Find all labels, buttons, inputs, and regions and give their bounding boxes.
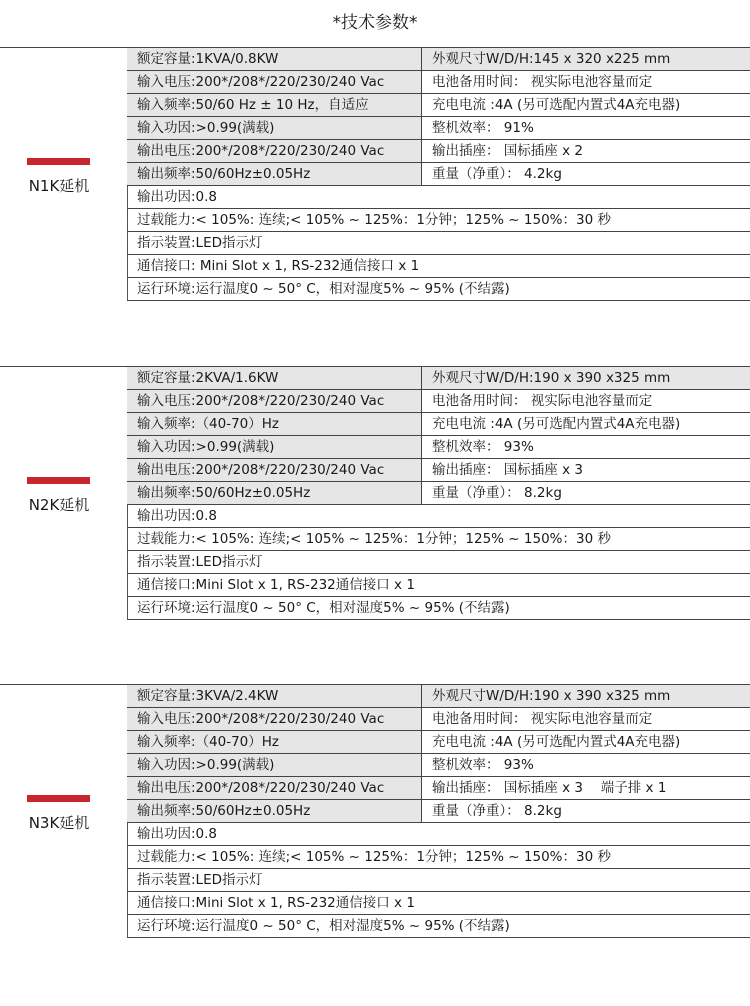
spec-cell-left: 输出电压:200*/208*/220/230/240 Vac xyxy=(127,140,421,162)
spec-row xyxy=(127,459,750,482)
spec-row xyxy=(127,47,750,71)
accent-bar xyxy=(27,158,90,165)
spec-row xyxy=(127,505,750,528)
spec-row xyxy=(127,436,750,459)
spec-cell-right: 输出插座： 国标插座 x 3 xyxy=(421,459,750,481)
model-name: N2K延机 xyxy=(28,496,90,514)
spec-cell-full: 运行环境:运行温度0 ~ 50° C，相对湿度5% ~ 95% (不结露) xyxy=(137,600,510,616)
spec-cell-left: 输出频率:50/60Hz±0.05Hz xyxy=(127,482,421,504)
spec-section xyxy=(0,47,750,301)
spec-row xyxy=(127,209,750,232)
spec-row xyxy=(127,528,750,551)
model-name: N3K延机 xyxy=(28,814,90,832)
spec-cell-left: 输入功因:>0.99(满载) xyxy=(127,754,421,776)
spec-row xyxy=(127,71,750,94)
spec-cell-left: 输入功因:>0.99(满载) xyxy=(127,117,421,139)
spec-cell-full: 指示装置:LED指示灯 xyxy=(137,872,263,888)
spec-cell-right: 整机效率： 93% xyxy=(421,754,750,776)
spec-row xyxy=(127,777,750,800)
model-label-column xyxy=(0,47,128,301)
spec-row xyxy=(127,597,750,620)
spec-row xyxy=(127,163,750,186)
spec-table xyxy=(127,366,750,620)
spec-table xyxy=(127,684,750,938)
spec-row xyxy=(127,232,750,255)
spec-cell-right: 电池备用时间： 视实际电池容量而定 xyxy=(421,708,750,730)
spec-row xyxy=(127,754,750,777)
spec-cell-left: 输入频率:（40-70）Hz xyxy=(127,731,421,753)
spec-cell-left: 输入电压:200*/208*/220/230/240 Vac xyxy=(127,708,421,730)
spec-cell-left: 输入电压:200*/208*/220/230/240 Vac xyxy=(127,71,421,93)
spec-cell-right: 重量（净重）： 8.2kg xyxy=(421,800,750,822)
spec-cell-full: 指示装置:LED指示灯 xyxy=(137,554,263,570)
spec-row xyxy=(127,390,750,413)
spec-cell-left: 额定容量:2KVA/1.6KW xyxy=(127,367,421,389)
spec-section xyxy=(0,684,750,938)
spec-cell-full: 指示装置:LED指示灯 xyxy=(137,235,263,251)
spec-cell-full: 输出功因:0.8 xyxy=(137,826,218,842)
spec-cell-right: 外观尺寸W/D/H:145 x 320 x225 mm xyxy=(421,48,750,70)
spec-cell-full: 通信接口:Mini Slot x 1, RS-232通信接口 x 1 xyxy=(137,577,415,593)
spec-cell-full: 过载能力:< 105%: 连续;< 105% ~ 125%：1分钟；125% ~ 150%：30 秒 xyxy=(137,849,611,865)
spec-cell-full: 过载能力:< 105%: 连续;< 105% ~ 125%：1分钟；125% ~ 150%：30 秒 xyxy=(137,212,611,228)
spec-row xyxy=(127,574,750,597)
spec-row xyxy=(127,915,750,938)
spec-row xyxy=(127,413,750,436)
spec-cell-right: 充电电流 :4A (另可选配内置式4A充电器) xyxy=(421,731,750,753)
spec-row xyxy=(127,94,750,117)
spec-cell-full: 通信接口: Mini Slot x 1, RS-232通信接口 x 1 xyxy=(137,258,420,274)
spec-cell-full: 通信接口:Mini Slot x 1, RS-232通信接口 x 1 xyxy=(137,895,415,911)
accent-bar xyxy=(27,477,90,484)
spec-cell-right: 输出插座： 国标插座 x 2 xyxy=(421,140,750,162)
spec-cell-full: 输出功因:0.8 xyxy=(137,189,218,205)
spec-cell-left: 额定容量:1KVA/0.8KW xyxy=(127,48,421,70)
spec-row xyxy=(127,892,750,915)
spec-cell-left: 输出电压:200*/208*/220/230/240 Vac xyxy=(127,777,421,799)
spec-cell-right: 输出插座： 国标插座 x 3 端子排 x 1 xyxy=(421,777,750,799)
spec-row xyxy=(127,800,750,823)
spec-cell-right: 重量（净重）： 4.2kg xyxy=(421,163,750,185)
spec-row xyxy=(127,551,750,574)
spec-cell-right: 充电电流 :4A (另可选配内置式4A充电器) xyxy=(421,94,750,116)
spec-cell-right: 整机效率： 93% xyxy=(421,436,750,458)
model-label-column xyxy=(0,366,128,620)
spec-cell-left: 输出频率:50/60Hz±0.05Hz xyxy=(127,800,421,822)
spec-row xyxy=(127,731,750,754)
spec-cell-left: 输入频率:50/60 Hz ± 10 Hz，自适应 xyxy=(127,94,421,116)
spec-cell-left: 输出电压:200*/208*/220/230/240 Vac xyxy=(127,459,421,481)
spec-cell-full: 运行环境:运行温度0 ~ 50° C，相对湿度5% ~ 95% (不结露) xyxy=(137,918,510,934)
spec-row xyxy=(127,823,750,846)
model-name: N1K延机 xyxy=(28,177,90,195)
spec-cell-left: 输出频率:50/60Hz±0.05Hz xyxy=(127,163,421,185)
spec-row xyxy=(127,255,750,278)
spec-row xyxy=(127,482,750,505)
spec-row xyxy=(127,117,750,140)
spec-row xyxy=(127,186,750,209)
spec-cell-left: 输入电压:200*/208*/220/230/240 Vac xyxy=(127,390,421,412)
spec-cell-left: 输入频率:（40-70）Hz xyxy=(127,413,421,435)
spec-cell-right: 外观尺寸W/D/H:190 x 390 x325 mm xyxy=(421,367,750,389)
spec-cell-right: 充电电流 :4A (另可选配内置式4A充电器) xyxy=(421,413,750,435)
accent-bar xyxy=(27,795,90,802)
spec-cell-full: 过载能力:< 105%: 连续;< 105% ~ 125%：1分钟；125% ~ 150%：30 秒 xyxy=(137,531,611,547)
spec-row xyxy=(127,278,750,301)
page-title: *技术参数* xyxy=(332,13,418,33)
spec-row xyxy=(127,140,750,163)
spec-row xyxy=(127,366,750,390)
model-label-column xyxy=(0,684,128,938)
spec-cell-full: 运行环境:运行温度0 ~ 50° C，相对湿度5% ~ 95% (不结露) xyxy=(137,281,510,297)
spec-row xyxy=(127,708,750,731)
spec-table xyxy=(127,47,750,301)
spec-cell-right: 电池备用时间： 视实际电池容量而定 xyxy=(421,71,750,93)
spec-cell-left: 额定容量:3KVA/2.4KW xyxy=(127,685,421,707)
spec-row xyxy=(127,869,750,892)
spec-cell-full: 输出功因:0.8 xyxy=(137,508,218,524)
spec-section xyxy=(0,366,750,620)
spec-cell-right: 外观尺寸W/D/H:190 x 390 x325 mm xyxy=(421,685,750,707)
spec-cell-left: 输入功因:>0.99(满载) xyxy=(127,436,421,458)
spec-cell-right: 整机效率： 91% xyxy=(421,117,750,139)
spec-cell-right: 电池备用时间： 视实际电池容量而定 xyxy=(421,390,750,412)
spec-cell-right: 重量（净重）： 8.2kg xyxy=(421,482,750,504)
spec-row xyxy=(127,684,750,708)
spec-row xyxy=(127,846,750,869)
